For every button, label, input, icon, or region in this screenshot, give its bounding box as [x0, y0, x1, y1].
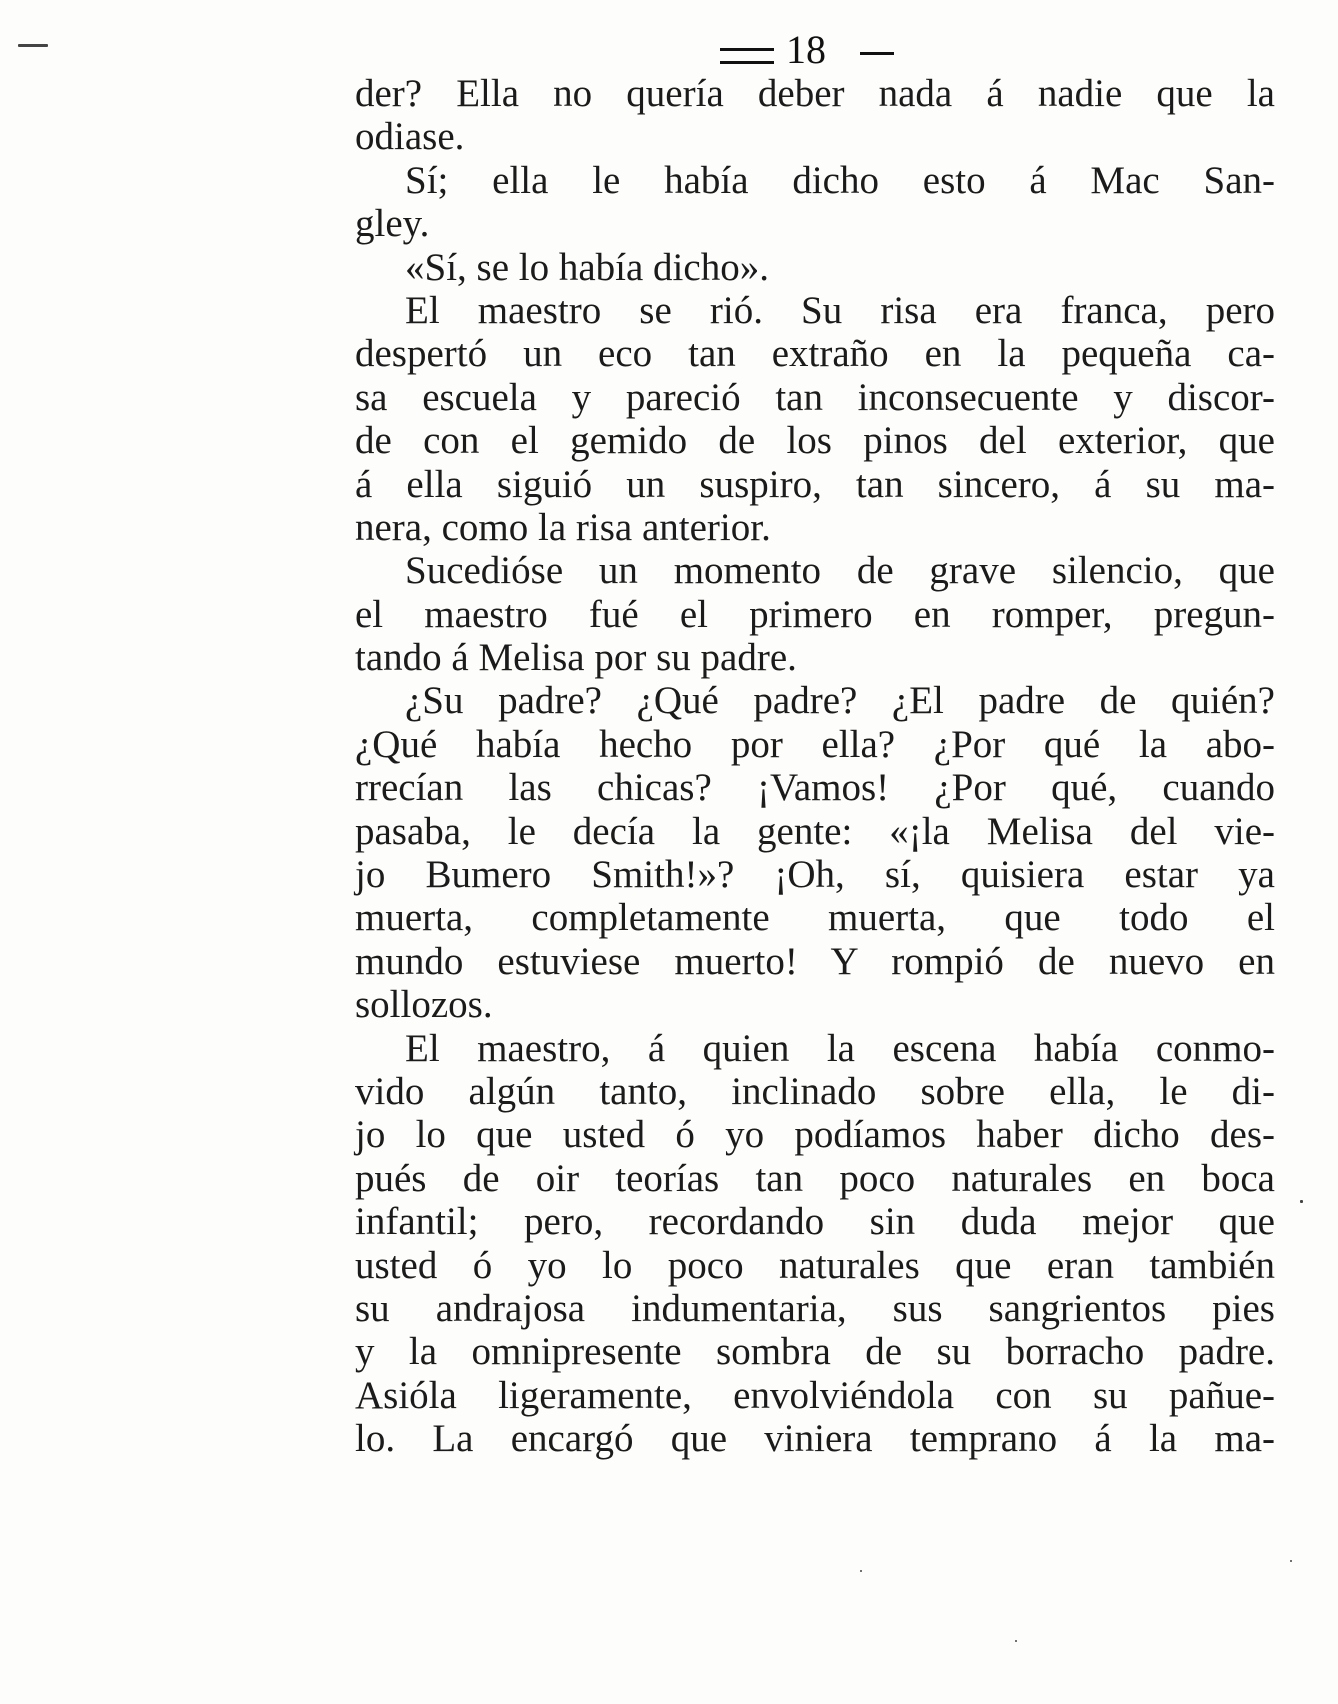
- text-line: nera, como la risa anterior.: [355, 505, 771, 549]
- text-line: gley.: [355, 202, 430, 246]
- text-line: el maestro fué el primero en romper, pregun-: [355, 592, 1275, 636]
- text-line: odiase.: [355, 115, 465, 159]
- header-ornament: [720, 48, 774, 64]
- text-line: ¿Su padre? ¿Qué padre? ¿El padre de quién?: [405, 679, 1275, 723]
- text-line: Asióla ligeramente, envolviéndola con su pañue-: [355, 1373, 1275, 1417]
- text-line: de con el gemido de los pinos del exterior, que: [355, 419, 1275, 463]
- header-dash: [860, 52, 894, 55]
- scan-speck: [860, 1570, 862, 1572]
- text-line: usted ó yo lo poco naturales que eran también: [355, 1243, 1275, 1287]
- text-line: su andrajosa indumentaria, sus sangrientos pies: [355, 1286, 1275, 1330]
- text-line: sa escuela y pareció tan inconsecuente y discor-: [355, 375, 1275, 419]
- text-line: y la omnipresente sombra de su borracho padre.: [355, 1330, 1275, 1374]
- text-line: jo Bumero Smith!»? ¡Oh, sí, quisiera estar ya: [355, 853, 1275, 897]
- text-line: Sucedióse un momento de grave silencio, que: [405, 549, 1275, 593]
- text-line: vido algún tanto, inclinado sobre ella, le di-: [355, 1069, 1275, 1113]
- text-line: pasaba, le decía la gente: «¡la Melisa del vie-: [355, 809, 1275, 853]
- text-line: «Sí, se lo había dicho».: [405, 245, 769, 289]
- text-line: tando á Melisa por su padre.: [355, 636, 797, 680]
- scan-speck: [18, 44, 48, 47]
- body-text: [355, 72, 1275, 1461]
- text-line: infantil; pero, recordando sin duda mejor que: [355, 1200, 1275, 1244]
- text-line: rrecían las chicas? ¡Vamos! ¿Por qué, cuando: [355, 766, 1275, 810]
- text-line: despertó un eco tan extraño en la pequeña ca-: [355, 332, 1275, 376]
- text-line: á ella siguió un suspiro, tan sincero, á su ma-: [355, 462, 1275, 506]
- page-number: 18: [786, 27, 826, 72]
- text-line: pués de oir teorías tan poco naturales en boca: [355, 1156, 1275, 1200]
- text-line: jo lo que usted ó yo podíamos haber dicho des-: [355, 1113, 1275, 1157]
- text-line: sollozos.: [355, 983, 493, 1027]
- text-line: mundo estuviese muerto! Y rompió de nuevo en: [355, 939, 1275, 983]
- scan-speck: [1300, 1200, 1303, 1203]
- text-line: lo. La encargó que viniera temprano á la ma-: [355, 1417, 1275, 1461]
- text-line: El maestro, á quien la escena había conmo-: [405, 1026, 1275, 1070]
- scan-speck: [1015, 1640, 1017, 1642]
- text-line: El maestro se rió. Su risa era franca, pero: [405, 288, 1275, 332]
- scan-speck: [1290, 1560, 1292, 1562]
- page-header: [720, 20, 900, 80]
- text-line: der? Ella no quería deber nada á nadie que la: [355, 72, 1275, 115]
- text-line: ¿Qué había hecho por ella? ¿Por qué la abo-: [355, 722, 1275, 766]
- text-line: muerta, completamente muerta, que todo el: [355, 896, 1275, 940]
- text-line: Sí; ella le había dicho esto á Mac San-: [405, 158, 1275, 202]
